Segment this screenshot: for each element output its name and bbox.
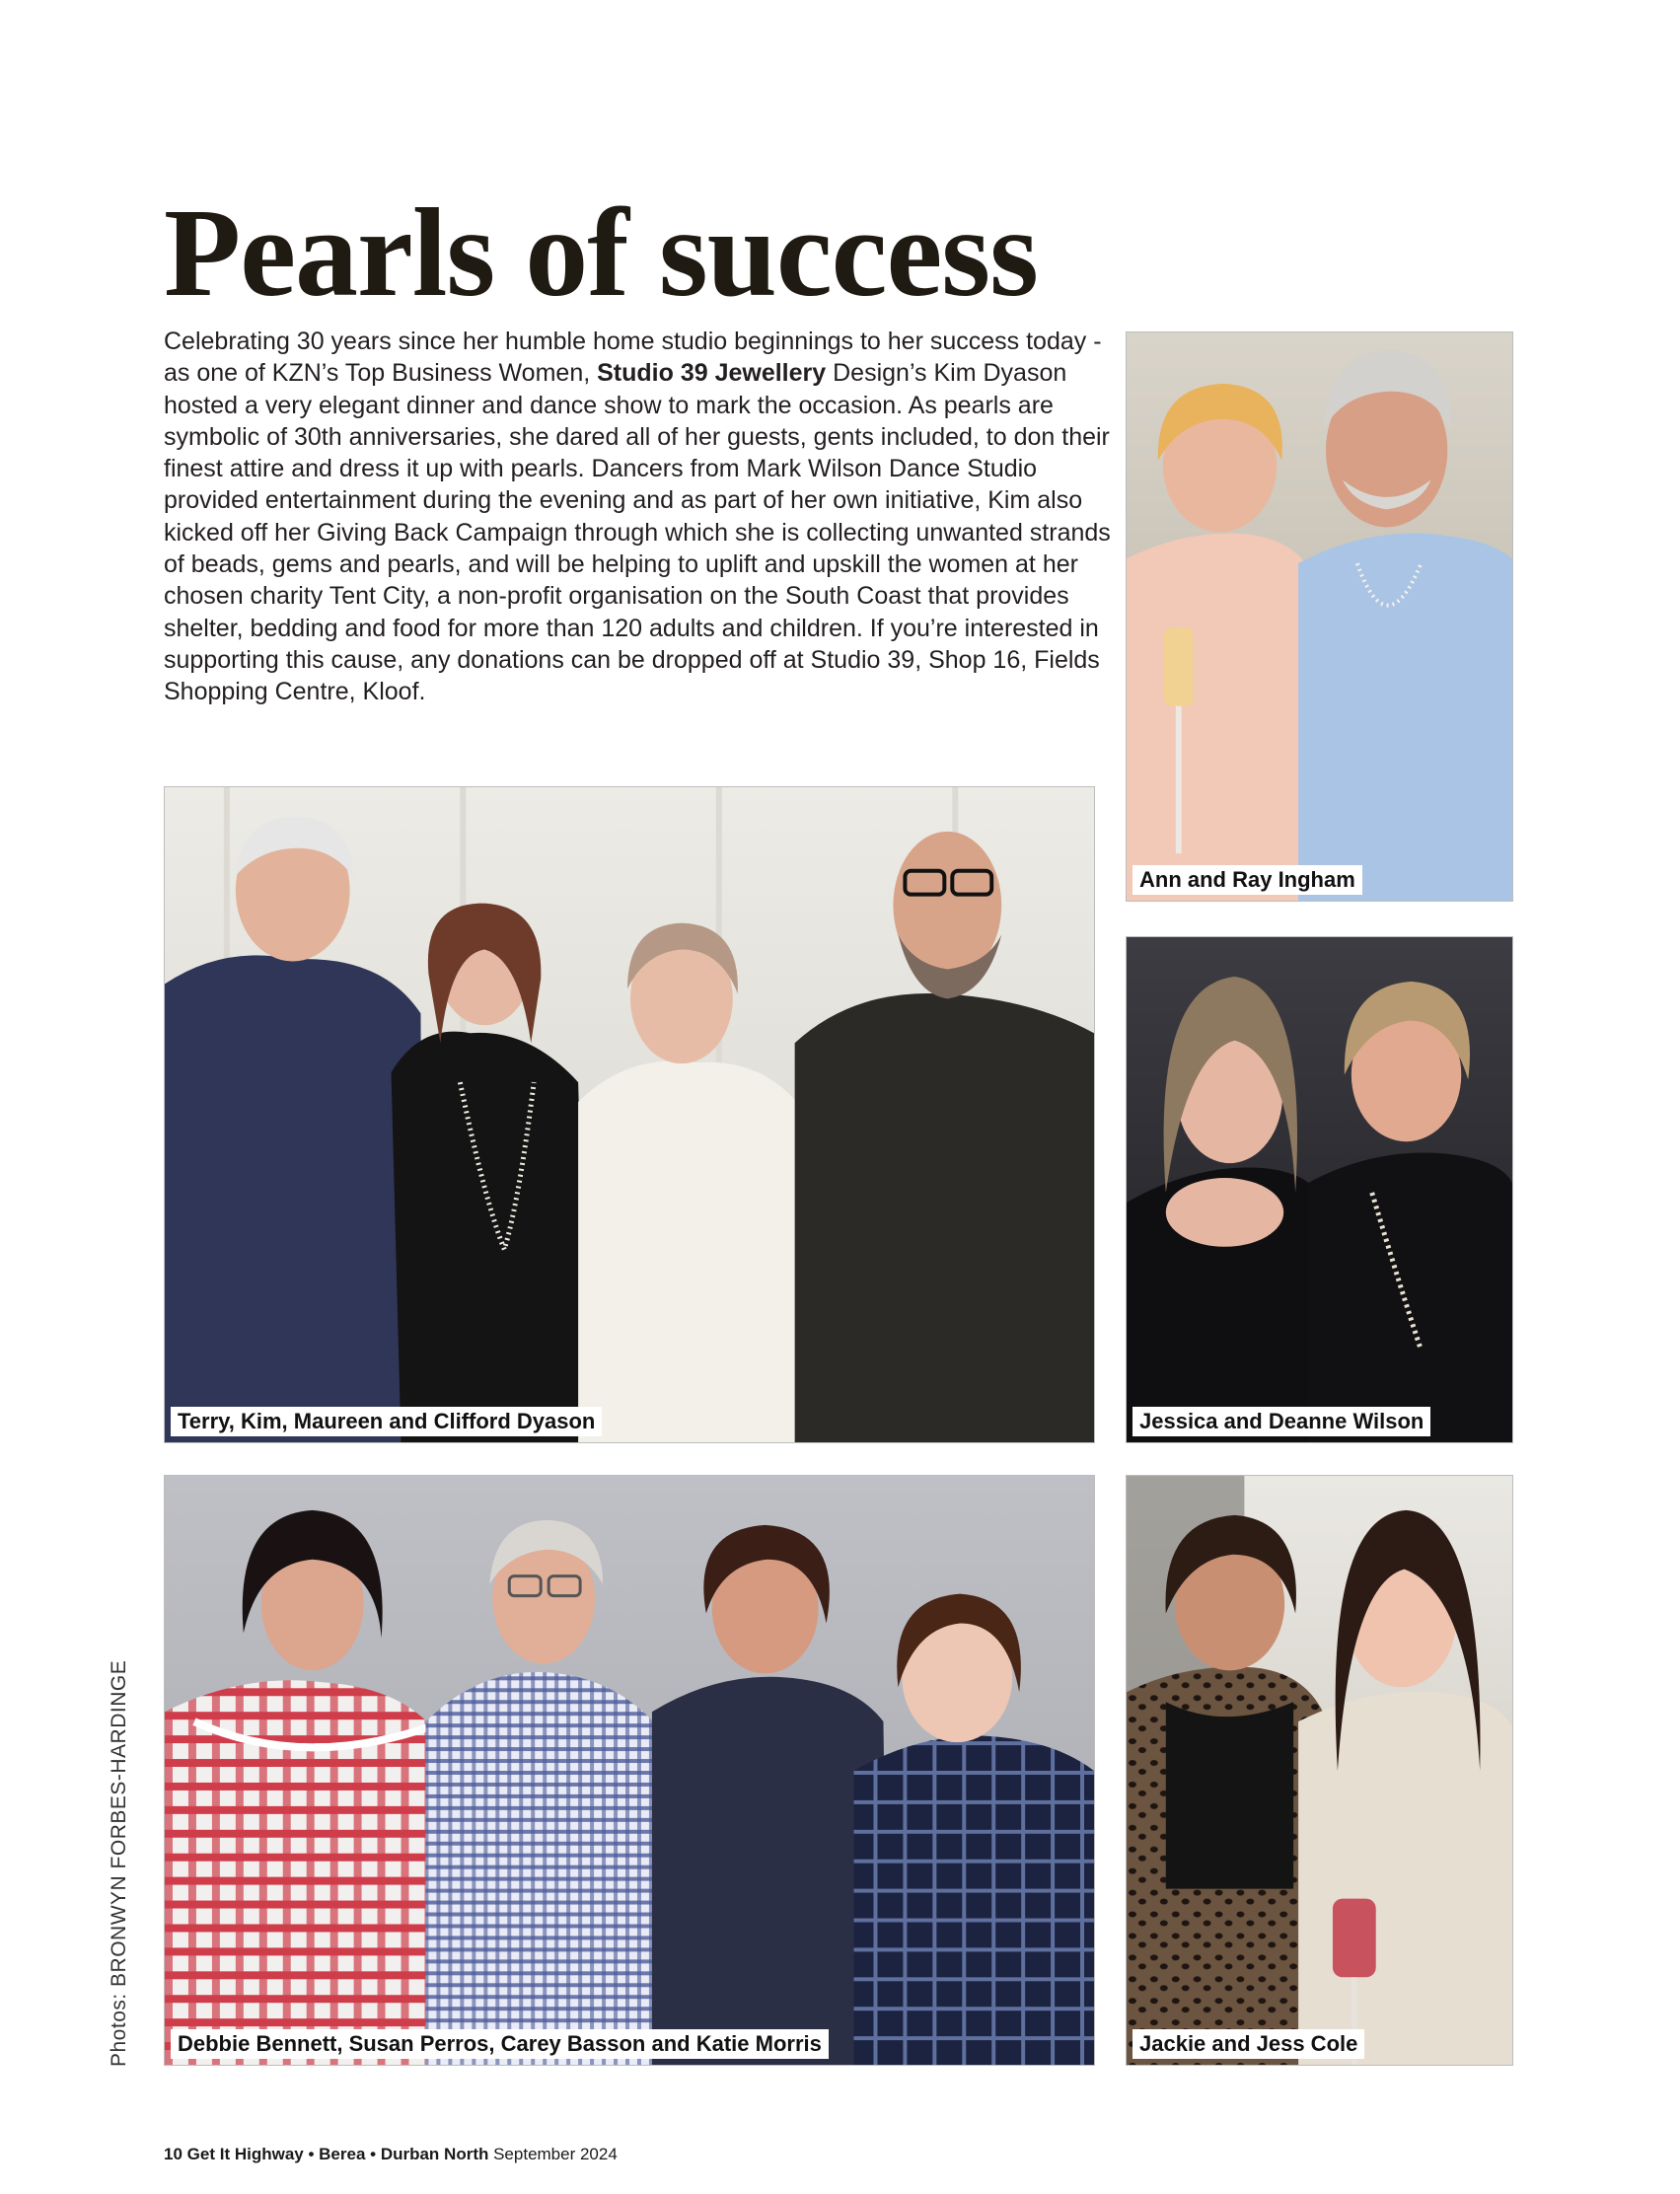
issue-date: September 2024	[493, 2145, 618, 2163]
photo-dyason-family	[164, 786, 1095, 1443]
photo-four-women	[164, 1475, 1095, 2066]
photo-caption: Debbie Bennett, Susan Perros, Carey Basson and Katie Morris	[171, 2029, 829, 2059]
footer-area-berea: Berea	[319, 2145, 366, 2163]
page-footer	[164, 2144, 618, 2165]
article-intro	[164, 326, 1111, 708]
photo-caption: Ann and Ray Ingham	[1132, 865, 1362, 895]
photo-jessica-and-deanne	[1126, 936, 1513, 1443]
photo-credit: Photos: BRONWYN FORBES-HARDINGE	[108, 1659, 130, 2067]
photo-caption: Jackie and Jess Cole	[1132, 2029, 1364, 2059]
footer-separator: •	[365, 2145, 381, 2163]
photo-four-women-image	[165, 1476, 1094, 2065]
photo-ann-and-ray-image	[1127, 332, 1512, 901]
intro-text-start: Celebrating 30 years since her humble home studio beginnings to her success today - as one of KZN’s Top Business Women,	[164, 328, 1102, 388]
photo-jackie-and-jess-image	[1127, 1476, 1512, 2065]
photo-caption: Terry, Kim, Maureen and Clifford Dyason	[171, 1407, 602, 1436]
photo-jackie-and-jess	[1126, 1475, 1513, 2066]
photo-caption: Jessica and Deanne Wilson	[1132, 1407, 1430, 1436]
intro-business-name: Studio 39 Jewellery	[597, 359, 827, 388]
photo-dyason-family-image	[165, 787, 1094, 1442]
article-headline: Pearls of success	[164, 183, 1038, 323]
intro-text-rest: Design’s Kim Dyason hosted a very elegant dinner and dance show to mark the occasion. As pearls are symbolic of 30th anniversaries, she dared all of her guests, gents included, to don their finest attire and dress it up with pearls. Dancers from Mark Wilson Dance Studio provided entertainment during the evening and as part of her own initiative, Kim also kicked off her Giving Back Campaign through which she is collecting unwanted strands of beads, gems and pearls, and will be helping to uplift and upskill the women at her chosen charity Tent City, a non-profit organisation on the South Coast that provides shelter, bedding and food for more than 120 adults and children. If you’re interested in supporting this cause, any donations can be dropped off at Studio 39, Shop 16, Fields Shopping Centre, Kloof.	[164, 359, 1111, 706]
photo-ann-and-ray	[1126, 331, 1513, 902]
photo-jessica-and-deanne-image	[1127, 937, 1512, 1442]
footer-area-durban-north: Durban North	[380, 2145, 489, 2163]
footer-separator: •	[303, 2145, 320, 2163]
page-number: 10	[164, 2145, 183, 2163]
publication-name: Get It Highway	[186, 2145, 304, 2163]
